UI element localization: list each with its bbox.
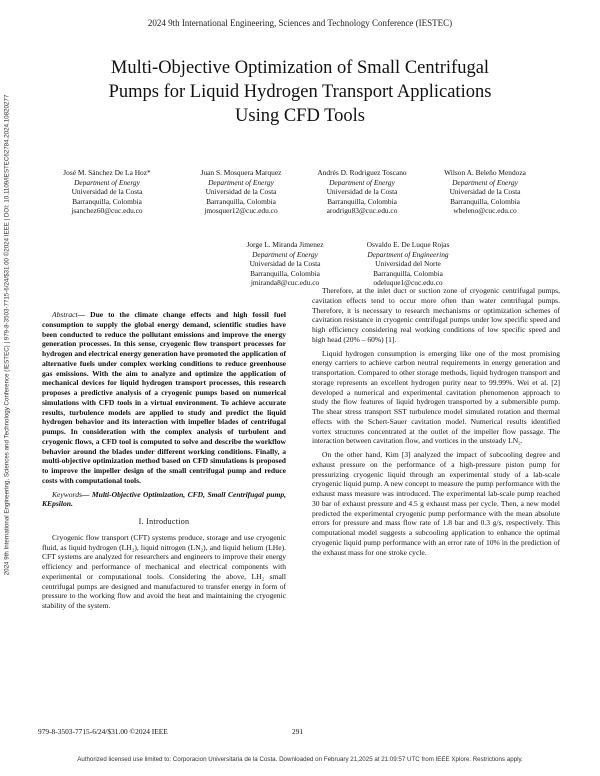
author-block: [430, 168, 540, 216]
paragraph: Liquid hydrogen consumption is emerging like one of the most promising energy carriers to achieve carbon neutral requirements in energy generation and transportation. Compared to other storage methods, liquid hydrogen transport and storage represents an excellent hydrogen purity near to 99.99%. Wei et al. [2] developed a numerical and experimental cavitation phenomenon approach to study the flow features of liquid hydrogen transported by a submersible pump. The shear stress transport SST turbulence model simulated rotation and thermal effects with the Schert-Sauer cavitation model. Numerical results identified vortex structures concentrated at the outlet of the impeller flow passage. The interaction between cavitation flow, and vortices in the unsteady LN₂.: [312, 348, 560, 446]
author-dept: Department of Energy: [208, 177, 274, 187]
keywords-label: Keywords: [52, 489, 82, 499]
conference-header: 2024 9th International Engineering, Sciences and Technology Conference (IESTEC): [147, 18, 453, 28]
author-org: Universidad de la Costa: [205, 187, 277, 197]
author-email[interactable]: jmosquer12@cuc.edu.co: [204, 206, 278, 216]
keywords-text: — Multi-Objective Optimization, CFD, Small Centrifugal pump, KEpsilon.: [42, 489, 286, 509]
author-block: [307, 168, 417, 216]
author-block: [52, 168, 162, 216]
author-name: Jorge L. Miranda Jimenez: [246, 240, 324, 249]
author-dept: Department of Energy: [452, 177, 518, 187]
author-name: Osvaldo E. De Luque Rojas: [366, 240, 450, 249]
author-name: Andrés D. Rodriguez Toscano: [317, 168, 407, 177]
author-dept: Department of Energy: [74, 177, 140, 187]
title-line: Multi-Objective Optimization of Small Centrifugal: [110, 58, 490, 78]
author-org: Universidad del Norte: [375, 259, 441, 269]
footer-isbn: 979-8-3503-7715-6/24/$31.00 ©2024 IEEE: [38, 727, 168, 736]
left-column: [42, 310, 286, 615]
author-city: Barranquilla, Colombia: [72, 196, 142, 206]
author-email[interactable]: jsanchez60@cuc.edu.co: [71, 206, 143, 216]
author-dept: Department of Energy: [329, 177, 395, 187]
right-column: [312, 286, 560, 561]
side-note-text: 2024 9th International Engineering, Sciences and Technology Conference (IESTEC) | 979-8-3503-7715-6/24/$31.00 ©2024 IEEE | DOI: 10.1109/IESTEC62784.2024.10820277: [3, 94, 11, 576]
paragraph: On the other hand, Kim [3] analyzed the impact of subcooling degree and exhaust pressure on the performance of a high-pressure piston pump for pressurizing cryogenic liquid through an experimental study of a lab-scale cryogenic liquid pump. A new concept to measure the pump performance with the exhaust mass measure was introduced. The experimental lab-scale pump reached 30 bar of exhaust pressure and 4.5 g exhaust mass per cycle. Then, a new model predicted the experimental cryogenic pump performance with the mean absolute errors for pressure and mass flow rate of 1.8 bar and 0.3 g/s, respectively. This computational model suggests a subcooling application to enhance the optimal cryogenic liquid pump performance with an error rate of 10% in the prediction of the exhaust mass for one stroke cycle.: [312, 450, 560, 557]
license-notice: Authorized licensed use limited to: Corporacion Universitaria de la Costa. Downloaded on February 21,2025 at 21:09:57 UTC from IEEE Xplore. Restrictions apply.: [77, 756, 523, 763]
author-name: José M. Sánchez De La Hoz*: [63, 168, 151, 177]
author-org: Universidad de la Costa: [249, 259, 321, 269]
author-name: Wilson A. Beleño Mendoza: [444, 168, 526, 177]
author-city: Barranquilla, Colombia: [327, 196, 397, 206]
author-block: [230, 240, 340, 288]
author-block: [353, 240, 463, 288]
keywords: [42, 490, 286, 510]
author-city: Barranquilla, Colombia: [450, 196, 520, 206]
author-name: Juan S. Mosquera Marquez: [200, 168, 282, 177]
author-org: Universidad de la Costa: [71, 187, 143, 197]
section-heading: I. Introduction: [138, 517, 190, 526]
paragraph: Cryogenic flow transport (CFT) systems produce, storage and use cryogenic fluid, as liquid hydrogen (LH₂), liquid nitrogen (LN₂), and liquid helium (LHe). CFT systems are analyzed for researchers and engineers to improve their energy efficiency and performance of mechanical and electrical components with experimental or computational tools. Considering the above, LH₂ small centrifugal pumps are designed and manufactured to transfer energy in form of pressure to the working flow and avoid the heat and maintaining the cryogenic stability of the system.: [42, 532, 286, 610]
author-block: [186, 168, 296, 216]
paragraph: Therefore, at the inlet duct or suction zone of cryogenic centrifugal pumps, cavitation effects tend to occur more often than water centrifugal pumps. Therefore, it is necessary to research mechanisms or optimization schemes of cavitation resistance in cryogenic centrifugal pumps under low specific speed and high efficiency considering real working conditions of low specific speed and high head (20% – 60%) [1].: [312, 286, 560, 344]
title-line: Pumps for Liquid Hydrogen Transport Applications: [108, 82, 492, 102]
author-email[interactable]: odeluque1@cuc.edu.co: [373, 278, 443, 288]
abstract-label: Abstract: [52, 310, 78, 319]
abstract: [42, 310, 286, 486]
author-city: Barranquilla, Colombia: [206, 196, 276, 206]
author-org: Universidad de la Costa: [449, 187, 521, 197]
author-email[interactable]: arodrigu83@cuc.edu.co: [326, 206, 398, 216]
page-number: 291: [292, 727, 304, 736]
author-dept: Department of Energy: [252, 249, 318, 259]
author-org: Universidad de la Costa: [326, 187, 398, 197]
title-line: Using CFD Tools: [235, 106, 365, 126]
author-city: Barranquilla, Colombia: [250, 268, 320, 278]
author-city: Barranquilla, Colombia: [373, 268, 443, 278]
paper-title: [40, 56, 560, 128]
side-note: [2, 94, 12, 576]
abstract-text: — Due to the climate change effects and high fossil fuel consumption to supply the global energy demand, scientific studies have been conducted to reduce the pollutant emissions and improve the energy generation processes. In this sense, cryogenic flow transport processes for hydrogen and electrical energy generation have promoted the application of alternative fuels under complex working conditions to reduce greenhouse gas emissions. With the aim to analyze and optimize the application of mechanical devices for liquid hydrogen transport processes, this research proposes a predictive analysis of a cryogenic pumps based on numerical simulations with CFD tools in a virtual environment. To achieve accurate results, turbulence models are applied to study and predict the liquid hydrogen behavior and its interaction with impeller blades of centrifugal pumps. In consideration with the complex analysis of turbulent and cryogenic flows, a CFD tool is computed to solve and describe the workflow behavior around the blades under different working conditions. Finally, a multi-objective optimization method based on CFD simulations is proposed to improve the impeller design of the small centrifugal pump and reduce costs with computational tools.: [42, 310, 286, 485]
author-email[interactable]: jmiranda8@cuc.edu.co: [250, 278, 320, 288]
author-email[interactable]: wbeleno@cuc.edu.co: [453, 206, 517, 216]
author-dept: Department of Engineering: [367, 249, 449, 259]
